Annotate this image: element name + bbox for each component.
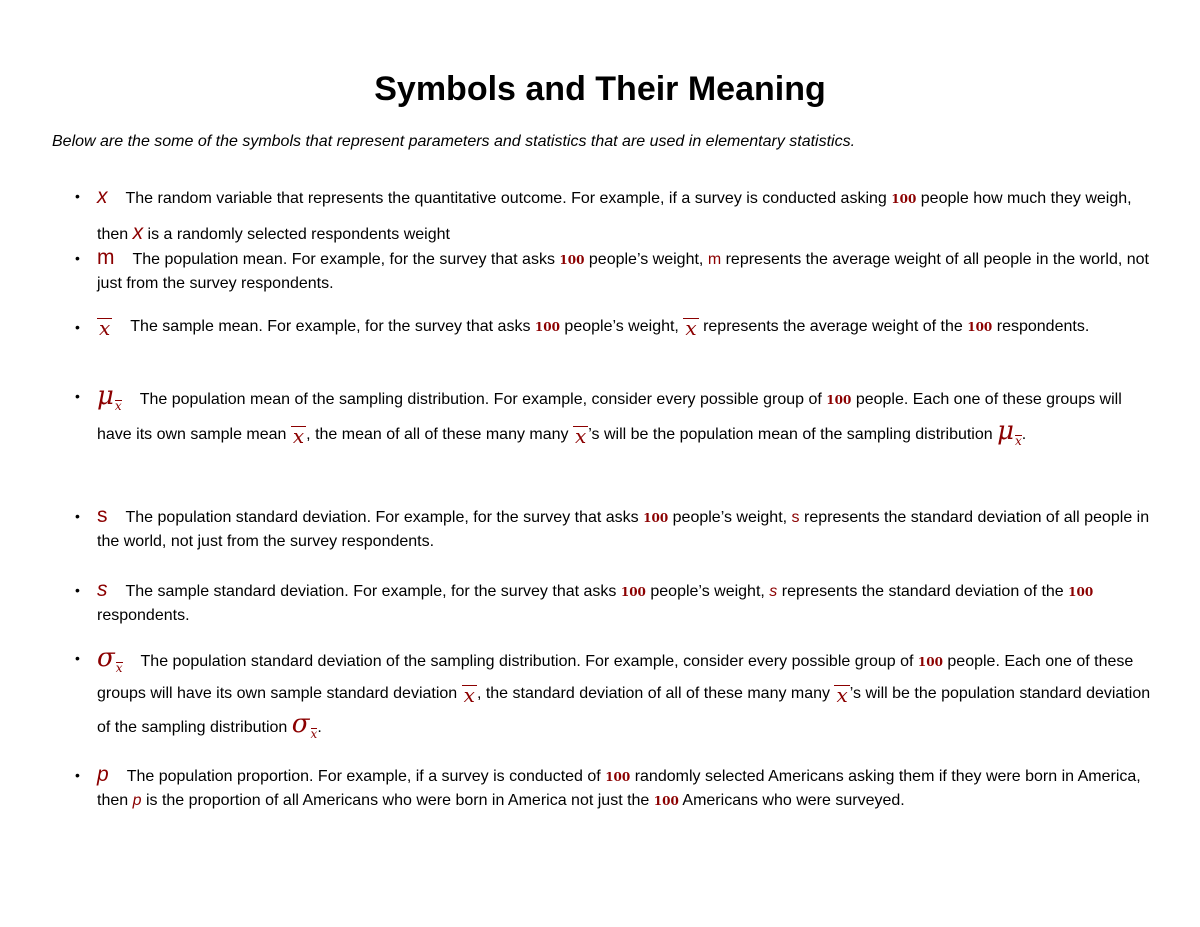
symbol-mu: μ xyxy=(997,416,1015,446)
symbol-x-bar: x xyxy=(292,424,305,448)
symbol-x: x xyxy=(132,221,144,244)
item-text: people’s weight, xyxy=(564,318,679,335)
number-value: 100 xyxy=(891,192,917,206)
item-text: The sample mean. For example, for the survey that asks xyxy=(130,318,531,335)
list-item-std-dev-sampling-distribution xyxy=(75,643,1157,743)
list-item-population-std-dev xyxy=(75,504,1157,554)
number-value: 100 xyxy=(620,585,646,599)
symbol-x-bar: x xyxy=(463,683,475,707)
number-value: 100 xyxy=(826,393,852,407)
item-text: respondents. xyxy=(97,607,190,624)
item-text: , the mean of all of these many many xyxy=(306,426,569,443)
number-value: 100 xyxy=(643,511,669,525)
symbol-sigma: σ xyxy=(291,709,310,739)
item-text: people how much they weigh, then xyxy=(97,190,1132,243)
number-value: 100 xyxy=(605,770,631,784)
symbol-s: s xyxy=(791,509,800,526)
item-text: people’s weight, xyxy=(588,251,704,268)
list-item-sample-std-dev xyxy=(75,578,1157,628)
item-text: . xyxy=(317,719,322,736)
number-value: 100 xyxy=(559,253,585,267)
bullet: • xyxy=(75,582,80,598)
item-text: people. Each one of these groups will have its own sample standard deviation xyxy=(97,653,1134,702)
symbol-subscript-x-bar: x xyxy=(115,661,123,675)
symbol-m: m xyxy=(707,251,722,268)
item-text: The population standard deviation of the sampling distribution. For example, consider every possible group of xyxy=(140,653,914,670)
item-text: The random variable that represents the quantitative outcome. For example, if a survey is conducted asking xyxy=(125,190,887,207)
item-text: The population standard deviation. For example, for the survey that asks xyxy=(125,509,639,526)
item-text: , the standard deviation of all of these many many xyxy=(476,685,831,702)
list-item-mean-sampling-distribution xyxy=(75,381,1157,450)
symbol-mu: μ xyxy=(97,381,114,411)
list-item-population-mean xyxy=(75,246,1157,296)
bullet: • xyxy=(75,767,80,783)
symbol-subscript-x-bar: x xyxy=(310,727,318,741)
item-text: respondents. xyxy=(996,318,1090,335)
item-text: The population proportion. For example, if a survey is conducted of xyxy=(126,768,601,785)
intro-text: Below are the some of the symbols that represent parameters and statistics that are used in elementary statistics. xyxy=(52,133,856,150)
item-text: represents the standard deviation of all people in the world, not just from the survey respondents. xyxy=(97,509,1150,550)
bullet: • xyxy=(75,319,80,335)
symbol-p: p xyxy=(132,792,142,809)
symbol-s: s xyxy=(97,504,108,527)
list-item-random-variable xyxy=(75,180,1157,251)
symbol-subscript-x-bar: x xyxy=(114,399,122,413)
symbol-x-bar: x xyxy=(574,424,587,448)
item-text: people’s weight, xyxy=(650,583,765,600)
item-text: is the proportion of all Americans who were born in America not just the xyxy=(145,792,650,809)
item-text: Americans who were surveyed. xyxy=(682,792,905,809)
list-item-population-proportion xyxy=(75,763,1157,813)
item-text: represents the average weight of all people in the world, not just from the survey respondents. xyxy=(97,251,1149,292)
symbol-sigma: σ xyxy=(97,643,115,673)
number-value: 100 xyxy=(653,794,679,808)
item-text: represents the average weight of the xyxy=(703,318,963,335)
symbol-x-bar: x xyxy=(99,316,111,340)
symbol-subscript-x-bar: x xyxy=(1015,434,1022,448)
symbol-x-bar: x xyxy=(836,683,848,707)
item-text: The sample standard deviation. For example, for the survey that asks xyxy=(125,583,617,600)
item-text: people. Each one of these groups will have its own sample mean xyxy=(97,391,1122,443)
bullet: • xyxy=(75,650,80,666)
symbol-m: m xyxy=(97,246,115,269)
list-item-sample-mean xyxy=(75,312,1157,342)
item-text: is a randomly selected respondents weight xyxy=(147,226,450,243)
item-text: represents the standard deviation of the xyxy=(781,583,1064,600)
item-text: ’s will be the population mean of the sampling distribution xyxy=(588,426,993,443)
bullet: • xyxy=(75,508,80,524)
item-text: The population mean. For example, for the survey that asks xyxy=(132,251,555,268)
bullet: • xyxy=(75,250,80,266)
item-text: randomly selected Americans asking them if they were born in America, then xyxy=(97,768,1141,809)
symbol-s-italic: s xyxy=(769,583,778,600)
symbol-x: x xyxy=(97,185,108,208)
item-text: people’s weight, xyxy=(672,509,788,526)
number-value: 100 xyxy=(917,655,943,669)
page-title: Symbols and Their Meaning xyxy=(374,70,826,108)
bullet: • xyxy=(75,188,80,204)
item-text: . xyxy=(1021,426,1027,443)
number-value: 100 xyxy=(967,320,993,334)
number-value: 100 xyxy=(1068,585,1094,599)
bullet: • xyxy=(75,388,80,404)
symbol-s-italic: s xyxy=(97,578,108,601)
symbol-x-bar: x xyxy=(685,316,697,340)
item-text: The population mean of the sampling distribution. For example, consider every possible group of xyxy=(139,391,822,408)
symbol-p: p xyxy=(97,763,109,786)
number-value: 100 xyxy=(534,320,560,334)
item-text: ’s will be the population standard deviation of the sampling distribution xyxy=(97,685,1151,736)
